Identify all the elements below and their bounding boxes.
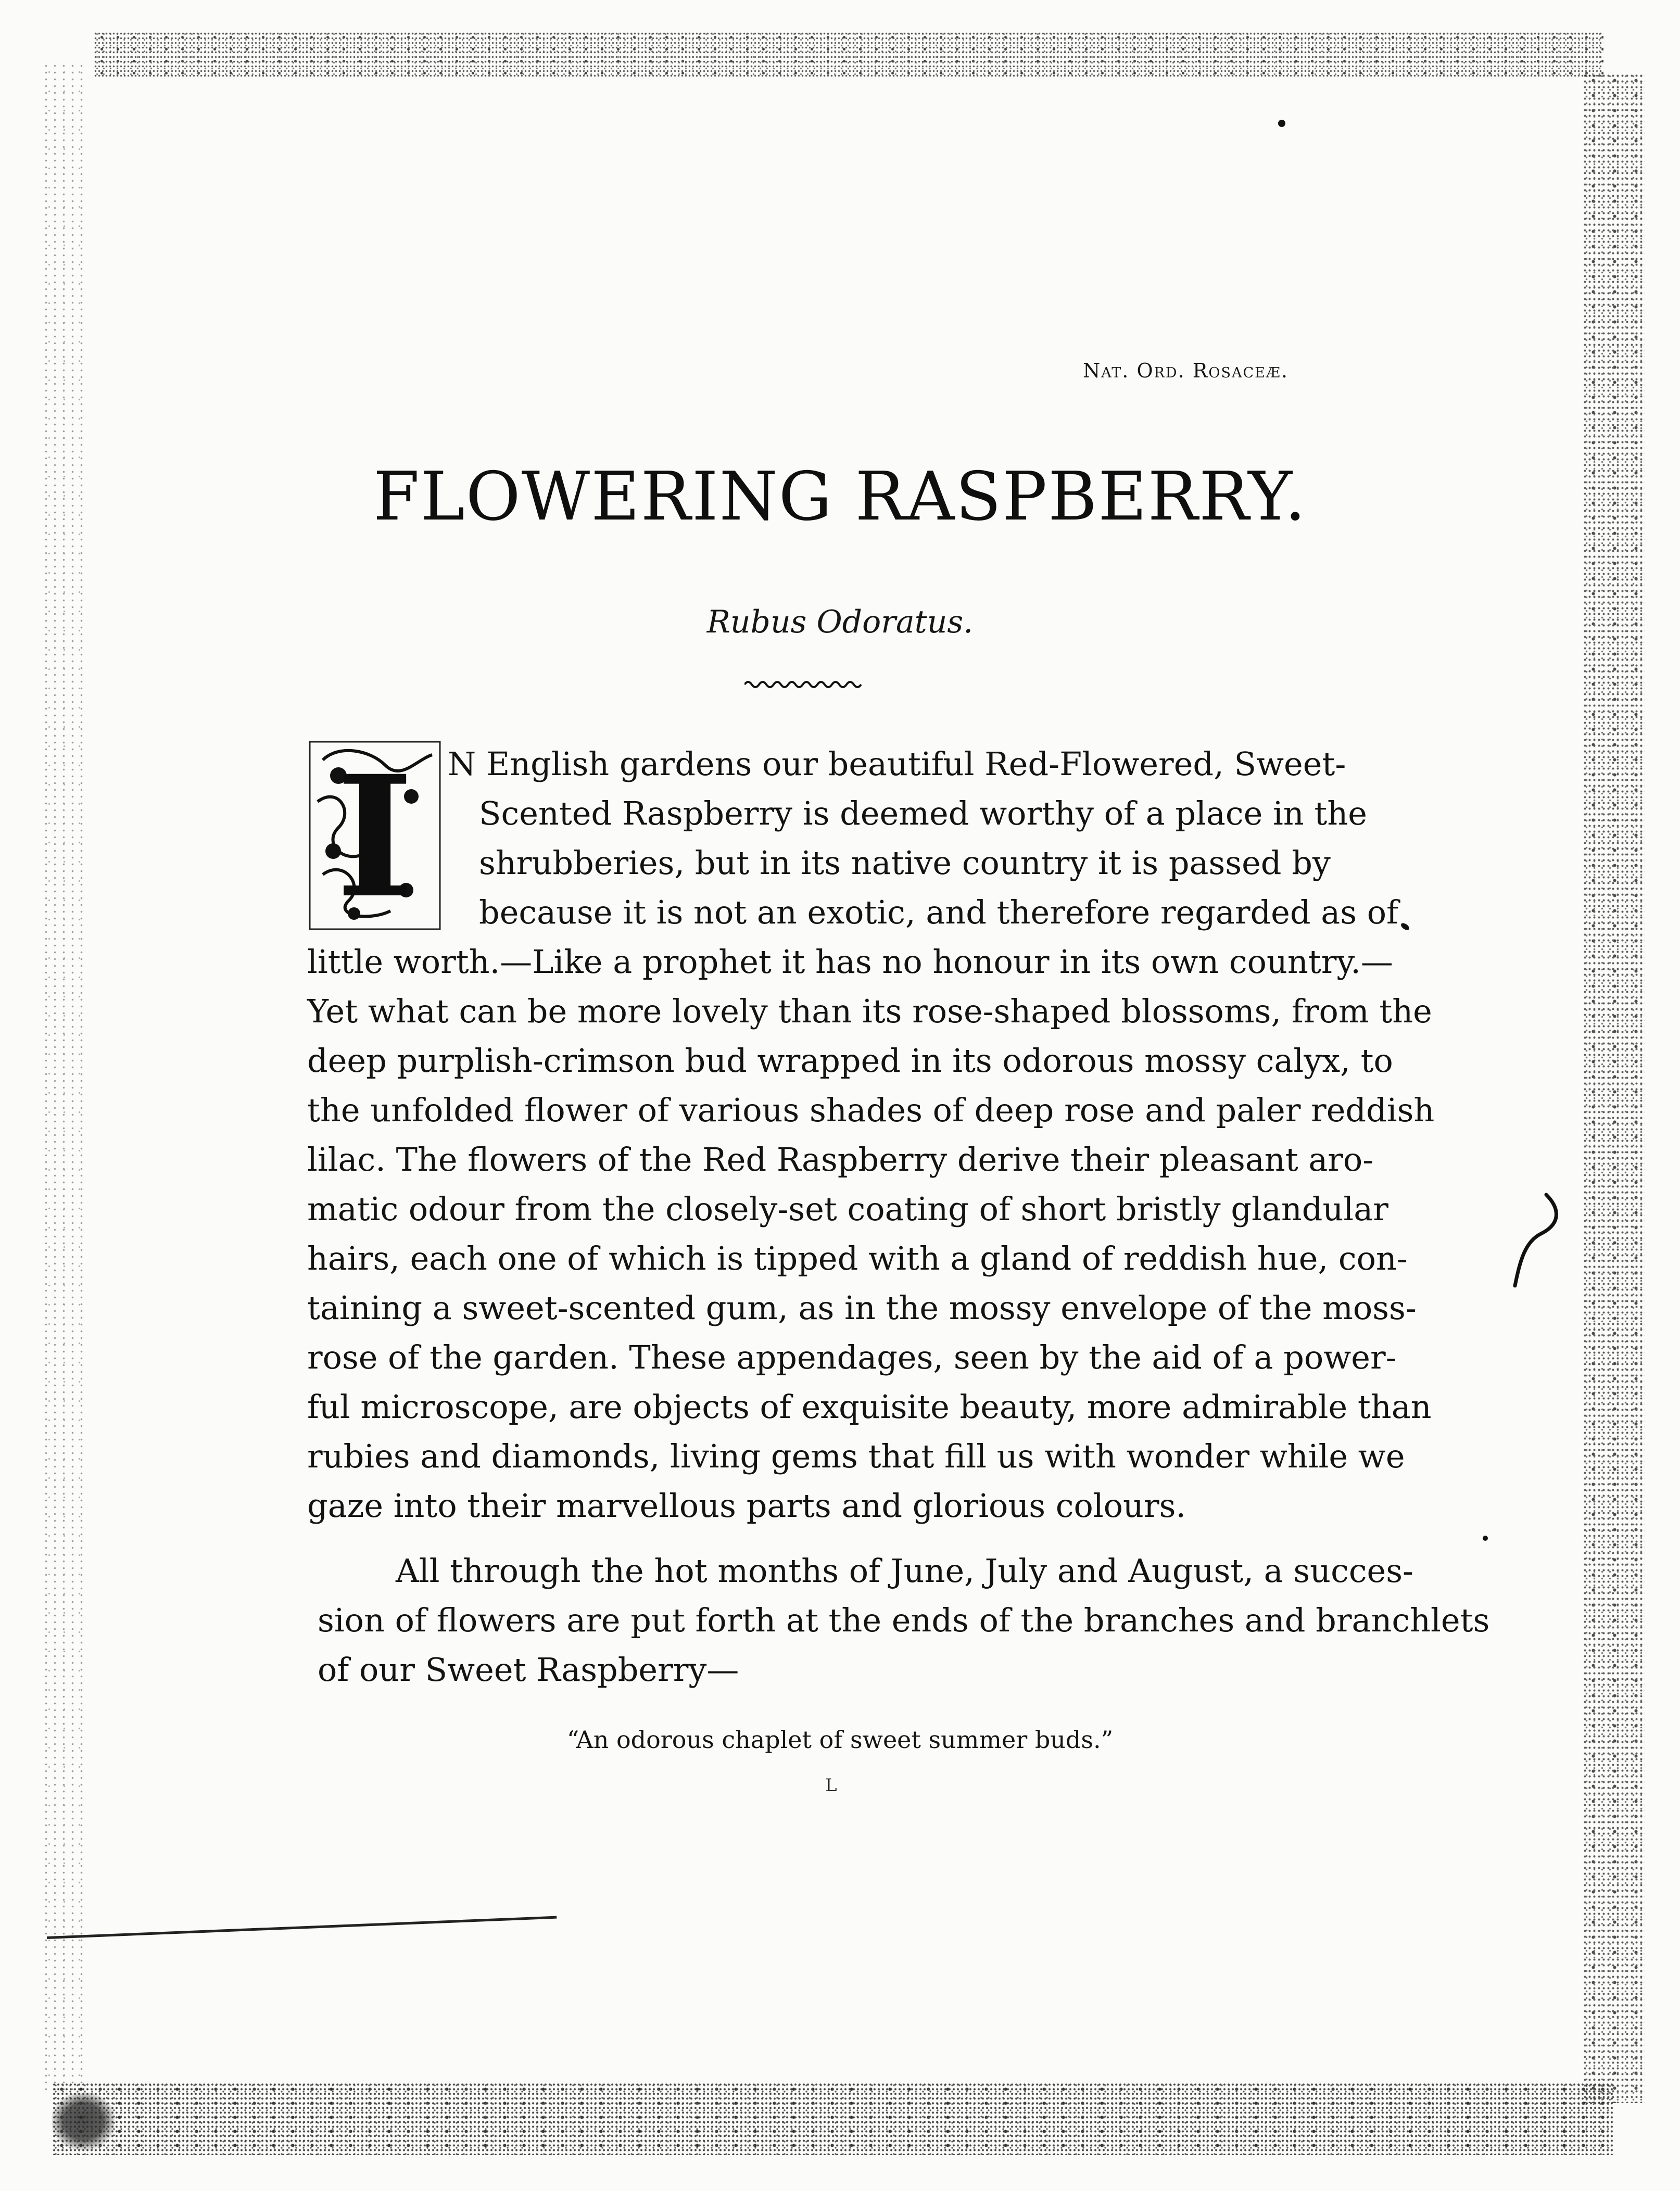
text-line: shrubberies, but in its native country it is passed by — [479, 844, 1331, 882]
stray-ink-dot — [1278, 120, 1285, 127]
svg-text:I: I — [336, 740, 414, 932]
text-line: All through the hot months of June, July and August, a succes- — [396, 1552, 1413, 1590]
text-line: ful microscope, are objects of exquisite beauty, more admirable than — [307, 1388, 1432, 1426]
text-line: little worth.—Like a prophet it has no honour in its own country.— — [307, 943, 1393, 981]
poem-quotation: “An odorous chaplet of sweet summer buds.” — [566, 1726, 1114, 1754]
scan-border-bottom — [52, 2082, 1614, 2155]
text-line: the unfolded flower of various shades of deep rose and paler reddish — [307, 1091, 1435, 1129]
text-line: because it is not an exotic, and therefore regarded as of — [479, 893, 1399, 931]
scan-border-right — [1583, 73, 1645, 2103]
text-line: deep purplish-crimson bud wrapped in its odorous mossy calyx, to — [307, 1042, 1393, 1080]
paragraph-1-body — [307, 937, 1435, 1530]
text-line: of our Sweet Raspberry— — [318, 1651, 739, 1689]
page-title: FLOWERING RASPBERRY. — [373, 458, 1307, 536]
scan-border-left — [42, 62, 89, 2093]
text-line: sion of flowers are put forth at the ends of the branches and branchlets — [318, 1601, 1490, 1639]
paragraph-1-opening — [448, 739, 1399, 937]
text-line: matic odour from the closely-set coating of short bristly glandular — [307, 1190, 1388, 1228]
text-line: lilac. The flowers of the Red Raspberry derive their pleasant aro- — [307, 1141, 1374, 1179]
ornamental-drop-cap — [307, 739, 443, 932]
corner-smudge — [52, 2093, 115, 2150]
stray-ink-dot — [1400, 922, 1410, 932]
text-line: gaze into their marvellous parts and glorious colours. — [307, 1487, 1186, 1525]
scan-artifact-line — [47, 1916, 557, 1939]
botanical-name: Rubus Odoratus. — [706, 604, 974, 640]
wavy-divider — [744, 677, 864, 692]
stray-ink-dot — [1483, 1536, 1488, 1541]
text-line: rose of the garden. These appendages, seen by the aid of a power- — [307, 1338, 1397, 1376]
text-line: Scented Raspberry is deemed worthy of a place in the — [479, 794, 1367, 832]
text-line: hairs, each one of which is tipped with a gland of reddish hue, con- — [307, 1239, 1408, 1277]
signature-mark: L — [825, 1775, 837, 1796]
text-line: rubies and diamonds, living gems that fill us with wonder while we — [307, 1437, 1405, 1475]
paragraph-2 — [318, 1546, 1490, 1694]
text-line: taining a sweet-scented gum, as in the mossy envelope of the moss- — [307, 1289, 1417, 1327]
scan-border-top — [94, 31, 1603, 78]
text-line: N English gardens our beautiful Red-Flowered, Sweet- — [448, 745, 1346, 783]
natural-order-label: Nat. Ord. Rosaceæ. — [1083, 359, 1289, 382]
text-line: Yet what can be more lovely than its rose-shaped blossoms, from the — [307, 992, 1432, 1030]
pen-stroke-mark — [1510, 1192, 1572, 1296]
